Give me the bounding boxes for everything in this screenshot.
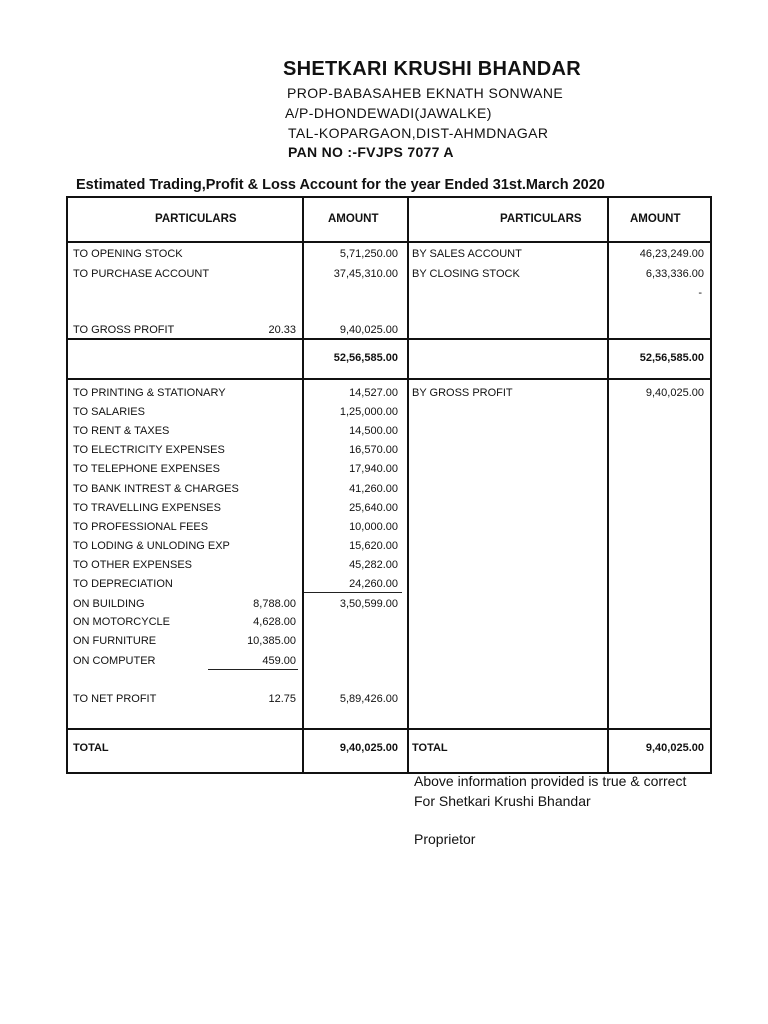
expense-label: TO PROFESSIONAL FEES <box>73 521 209 533</box>
closing-stock-amount: 6,33,336.00 <box>645 268 704 280</box>
purchase-account-label: TO PURCHASE ACCOUNT <box>73 268 210 280</box>
expense-label: TO LODING & UNLODING EXP <box>73 540 230 552</box>
header-left-particulars: PARTICULARS <box>155 213 237 225</box>
expense-label: TO PRINTING & STATIONARY <box>73 387 226 399</box>
address-line-1: A/P-DHONDEWADI(JAWALKE) <box>285 105 492 121</box>
column-divider-3 <box>607 196 609 774</box>
pan-number: PAN NO :-FVJPS 7077 A <box>288 144 454 160</box>
purchase-account-amount: 37,45,310.00 <box>333 268 398 280</box>
depreciation-item-amount: 4,628.00 <box>253 616 296 628</box>
header-left-amount: AMOUNT <box>328 213 379 225</box>
net-profit-percent: 12.75 <box>268 693 296 705</box>
expense-label: TO SALARIES <box>73 406 145 418</box>
expense-amount: 16,570.00 <box>349 444 398 456</box>
expense-amount: 10,000.00 <box>349 521 398 533</box>
proprietor-line: PROP-BABASAHEB EKNATH SONWANE <box>287 85 564 101</box>
total-rule <box>66 728 712 730</box>
header-rule <box>66 241 712 243</box>
signatory: Proprietor <box>414 831 476 847</box>
expense-amount: 1,25,000.00 <box>339 406 398 418</box>
expense-label: TO TRAVELLING EXPENSES <box>73 502 221 514</box>
expense-label: TO OTHER EXPENSES <box>73 559 192 571</box>
opening-stock-label: TO OPENING STOCK <box>73 248 183 260</box>
expense-amount: 25,640.00 <box>349 502 398 514</box>
expense-amount: 14,527.00 <box>349 387 398 399</box>
statement-title: Estimated Trading,Profit & Loss Account for the year Ended 31st.March 2020 <box>76 177 605 193</box>
by-gross-profit-label: BY GROSS PROFIT <box>412 387 513 399</box>
expense-amount: 45,282.00 <box>349 559 398 571</box>
total-label-right: TOTAL <box>412 742 448 754</box>
depreciation-item-amount: 8,788.00 <box>253 598 296 610</box>
declaration: Above information provided is true & correct <box>414 773 687 789</box>
depreciation-underline <box>208 669 298 670</box>
total-label-left: TOTAL <box>73 742 109 754</box>
sales-account-amount: 46,23,249.00 <box>639 248 704 260</box>
expense-amount: 15,620.00 <box>349 540 398 552</box>
trading-rule-top <box>66 338 712 340</box>
column-divider-1 <box>302 196 304 774</box>
net-profit-amount: 5,89,426.00 <box>339 693 398 705</box>
header-right-particulars: PARTICULARS <box>500 213 582 225</box>
address-line-2: TAL-KOPARGAON,DIST-AHMDNAGAR <box>288 125 549 141</box>
subtotal-underline <box>304 592 402 593</box>
expense-amount: 24,260.00 <box>349 578 398 590</box>
column-divider-2 <box>407 196 409 774</box>
total-amount-left: 9,40,025.00 <box>339 742 398 754</box>
expense-amount: 41,260.00 <box>349 483 398 495</box>
gross-profit-percent: 20.33 <box>268 324 296 336</box>
expense-label: TO TELEPHONE EXPENSES <box>73 463 220 475</box>
net-profit-label: TO NET PROFIT <box>73 693 157 705</box>
trading-total-left: 52,56,585.00 <box>333 352 398 364</box>
closing-stock-dash: - <box>698 287 702 299</box>
expense-label: TO DEPRECIATION <box>73 578 173 590</box>
expense-label: TO ELECTRICITY EXPENSES <box>73 444 225 456</box>
total-amount-right: 9,40,025.00 <box>645 742 704 754</box>
expense-amount: 17,940.00 <box>349 463 398 475</box>
depreciation-item-amount: 459.00 <box>262 655 296 667</box>
expense-label: TO RENT & TAXES <box>73 425 170 437</box>
expense-amount: 14,500.00 <box>349 425 398 437</box>
for-firm: For Shetkari Krushi Bhandar <box>414 793 591 809</box>
by-gross-profit-amount: 9,40,025.00 <box>645 387 704 399</box>
opening-stock-amount: 5,71,250.00 <box>339 248 398 260</box>
depreciation-item-amount: 10,385.00 <box>247 635 296 647</box>
trading-total-right: 52,56,585.00 <box>639 352 704 364</box>
depreciation-item-label: ON COMPUTER <box>73 655 156 667</box>
sales-account-label: BY SALES ACCOUNT <box>412 248 522 260</box>
gross-profit-amount: 9,40,025.00 <box>339 324 398 336</box>
depreciation-item-label: ON MOTORCYCLE <box>73 616 170 628</box>
header-right-amount: AMOUNT <box>630 213 681 225</box>
depreciation-item-label: ON BUILDING <box>73 598 145 610</box>
expenses-subtotal: 3,50,599.00 <box>339 598 398 610</box>
expense-label: TO BANK INTREST & CHARGES <box>73 483 239 495</box>
depreciation-item-label: ON FURNITURE <box>73 635 157 647</box>
trading-rule-bottom <box>66 378 712 380</box>
gross-profit-label: TO GROSS PROFIT <box>73 324 175 336</box>
firm-name: SHETKARI KRUSHI BHANDAR <box>283 58 582 80</box>
closing-stock-label: BY CLOSING STOCK <box>412 268 520 280</box>
